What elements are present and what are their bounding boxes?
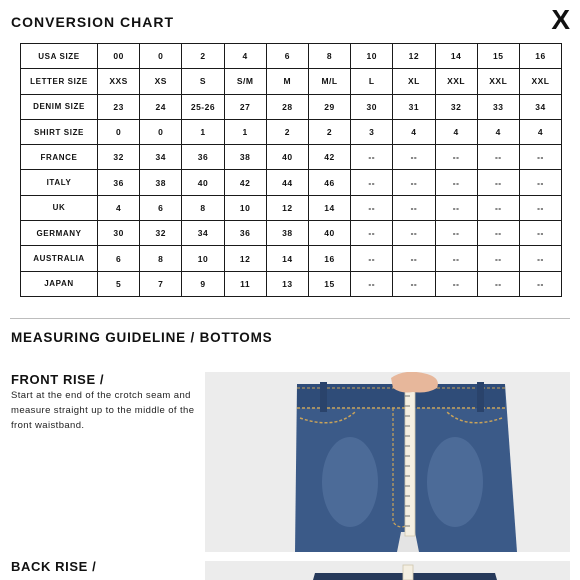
table-cell: 38: [140, 170, 182, 195]
table-cell: 40: [182, 170, 224, 195]
table-cell: 14: [308, 195, 350, 220]
table-cell: 10: [351, 44, 393, 69]
table-cell: 34: [140, 145, 182, 170]
row-header-cell: LETTER SIZE: [21, 69, 98, 94]
table-cell: 4: [224, 44, 266, 69]
table-row: [21, 145, 562, 170]
table-cell: XXL: [477, 69, 519, 94]
close-icon[interactable]: X: [551, 4, 570, 35]
row-header-cell: DENIM SIZE: [21, 94, 98, 119]
table-cell: 4: [519, 119, 561, 144]
table-cell: M/L: [308, 69, 350, 94]
section-title: MEASURING GUIDELINE / BOTTOMS: [11, 330, 273, 345]
table-cell: 38: [266, 221, 308, 246]
row-header-cell: ITALY: [21, 170, 98, 195]
table-cell: --: [477, 221, 519, 246]
table-cell: --: [435, 221, 477, 246]
table-cell: 4: [393, 119, 435, 144]
front-rise-heading: FRONT RISE /: [11, 372, 105, 387]
table-cell: 32: [140, 221, 182, 246]
table-cell: 34: [182, 221, 224, 246]
back-rise-photo: [205, 561, 570, 580]
table-cell: 14: [435, 44, 477, 69]
table-cell: --: [519, 145, 561, 170]
table-cell: 16: [519, 44, 561, 69]
table-cell: XL: [393, 69, 435, 94]
table-cell: 12: [393, 44, 435, 69]
table-cell: 10: [182, 246, 224, 271]
table-row: [21, 271, 562, 296]
table-cell: 9: [182, 271, 224, 296]
table-cell: 8: [182, 195, 224, 220]
table-row: [21, 119, 562, 144]
table-cell: 1: [224, 119, 266, 144]
table-cell: --: [477, 271, 519, 296]
table-cell: 27: [224, 94, 266, 119]
table-cell: --: [519, 221, 561, 246]
table-cell: 42: [224, 170, 266, 195]
table-cell: 2: [182, 44, 224, 69]
table-cell: 40: [308, 221, 350, 246]
page-title: CONVERSION CHART: [11, 14, 175, 30]
table-row: [21, 195, 562, 220]
table-cell: 36: [182, 145, 224, 170]
table-cell: 6: [140, 195, 182, 220]
table-cell: 46: [308, 170, 350, 195]
table-row: [21, 246, 562, 271]
back-rise-heading: BACK RISE /: [11, 559, 97, 574]
table-cell: M: [266, 69, 308, 94]
table-cell: 23: [98, 94, 140, 119]
table-cell: 32: [435, 94, 477, 119]
table-cell: 36: [224, 221, 266, 246]
table-cell: --: [477, 145, 519, 170]
table-cell: 34: [519, 94, 561, 119]
table-cell: --: [519, 195, 561, 220]
table-cell: --: [351, 145, 393, 170]
row-header-cell: AUSTRALIA: [21, 246, 98, 271]
table-cell: 13: [266, 271, 308, 296]
table-cell: --: [393, 170, 435, 195]
table-cell: 24: [140, 94, 182, 119]
table-cell: 12: [266, 195, 308, 220]
table-cell: 40: [266, 145, 308, 170]
table-cell: 15: [308, 271, 350, 296]
table-cell: 6: [98, 246, 140, 271]
table-cell: 30: [351, 94, 393, 119]
table-cell: XXL: [519, 69, 561, 94]
table-cell: 0: [98, 119, 140, 144]
table-cell: 31: [393, 94, 435, 119]
table-cell: --: [351, 271, 393, 296]
table-cell: 42: [308, 145, 350, 170]
table-cell: 12: [224, 246, 266, 271]
table-cell: --: [351, 246, 393, 271]
table-cell: 36: [98, 170, 140, 195]
table-cell: L: [351, 69, 393, 94]
conversion-table: [20, 43, 562, 297]
table-cell: 6: [266, 44, 308, 69]
section-divider: [10, 318, 570, 319]
row-header-cell: SHIRT SIZE: [21, 119, 98, 144]
table-cell: 00: [98, 44, 140, 69]
table-cell: --: [393, 271, 435, 296]
table-cell: 10: [224, 195, 266, 220]
row-header-cell: UK: [21, 195, 98, 220]
table-cell: 2: [266, 119, 308, 144]
table-cell: --: [435, 145, 477, 170]
table-cell: --: [519, 170, 561, 195]
table-cell: 2: [308, 119, 350, 144]
table-row: [21, 221, 562, 246]
table-cell: 15: [477, 44, 519, 69]
table-cell: 16: [308, 246, 350, 271]
table-cell: 0: [140, 44, 182, 69]
table-row: [21, 44, 562, 69]
table-cell: S: [182, 69, 224, 94]
table-cell: --: [519, 246, 561, 271]
table-cell: 4: [435, 119, 477, 144]
table-cell: --: [393, 195, 435, 220]
table-cell: --: [477, 195, 519, 220]
table-cell: XXL: [435, 69, 477, 94]
table-cell: --: [435, 271, 477, 296]
table-cell: XXS: [98, 69, 140, 94]
table-cell: 11: [224, 271, 266, 296]
table-cell: --: [435, 170, 477, 195]
row-header-cell: JAPAN: [21, 271, 98, 296]
table-cell: --: [393, 221, 435, 246]
table-cell: --: [435, 195, 477, 220]
table-cell: 7: [140, 271, 182, 296]
table-cell: --: [435, 246, 477, 271]
table-cell: 5: [98, 271, 140, 296]
table-cell: 4: [477, 119, 519, 144]
table-cell: 25-26: [182, 94, 224, 119]
row-header-cell: FRANCE: [21, 145, 98, 170]
table-row: [21, 94, 562, 119]
table-cell: 29: [308, 94, 350, 119]
row-header-cell: USA SIZE: [21, 44, 98, 69]
table-cell: 33: [477, 94, 519, 119]
table-cell: 8: [308, 44, 350, 69]
table-row: [21, 69, 562, 94]
table-cell: --: [393, 145, 435, 170]
table-cell: --: [351, 170, 393, 195]
row-header-cell: GERMANY: [21, 221, 98, 246]
front-rise-description: Start at the end of the crotch seam and measure straight up to the middle of the front waistband.: [11, 390, 195, 431]
table-cell: --: [477, 170, 519, 195]
table-cell: 44: [266, 170, 308, 195]
table-cell: 14: [266, 246, 308, 271]
table-cell: --: [351, 195, 393, 220]
table-cell: 28: [266, 94, 308, 119]
table-cell: 0: [140, 119, 182, 144]
table-row: [21, 170, 562, 195]
table-cell: --: [519, 271, 561, 296]
table-cell: 1: [182, 119, 224, 144]
table-cell: --: [477, 246, 519, 271]
table-cell: --: [351, 221, 393, 246]
table-cell: --: [393, 246, 435, 271]
table-cell: 30: [98, 221, 140, 246]
table-cell: 8: [140, 246, 182, 271]
table-cell: 3: [351, 119, 393, 144]
table-cell: 4: [98, 195, 140, 220]
table-cell: XS: [140, 69, 182, 94]
table-cell: S/M: [224, 69, 266, 94]
front-rise-photo: [205, 372, 570, 552]
table-cell: 32: [98, 145, 140, 170]
table-cell: 38: [224, 145, 266, 170]
